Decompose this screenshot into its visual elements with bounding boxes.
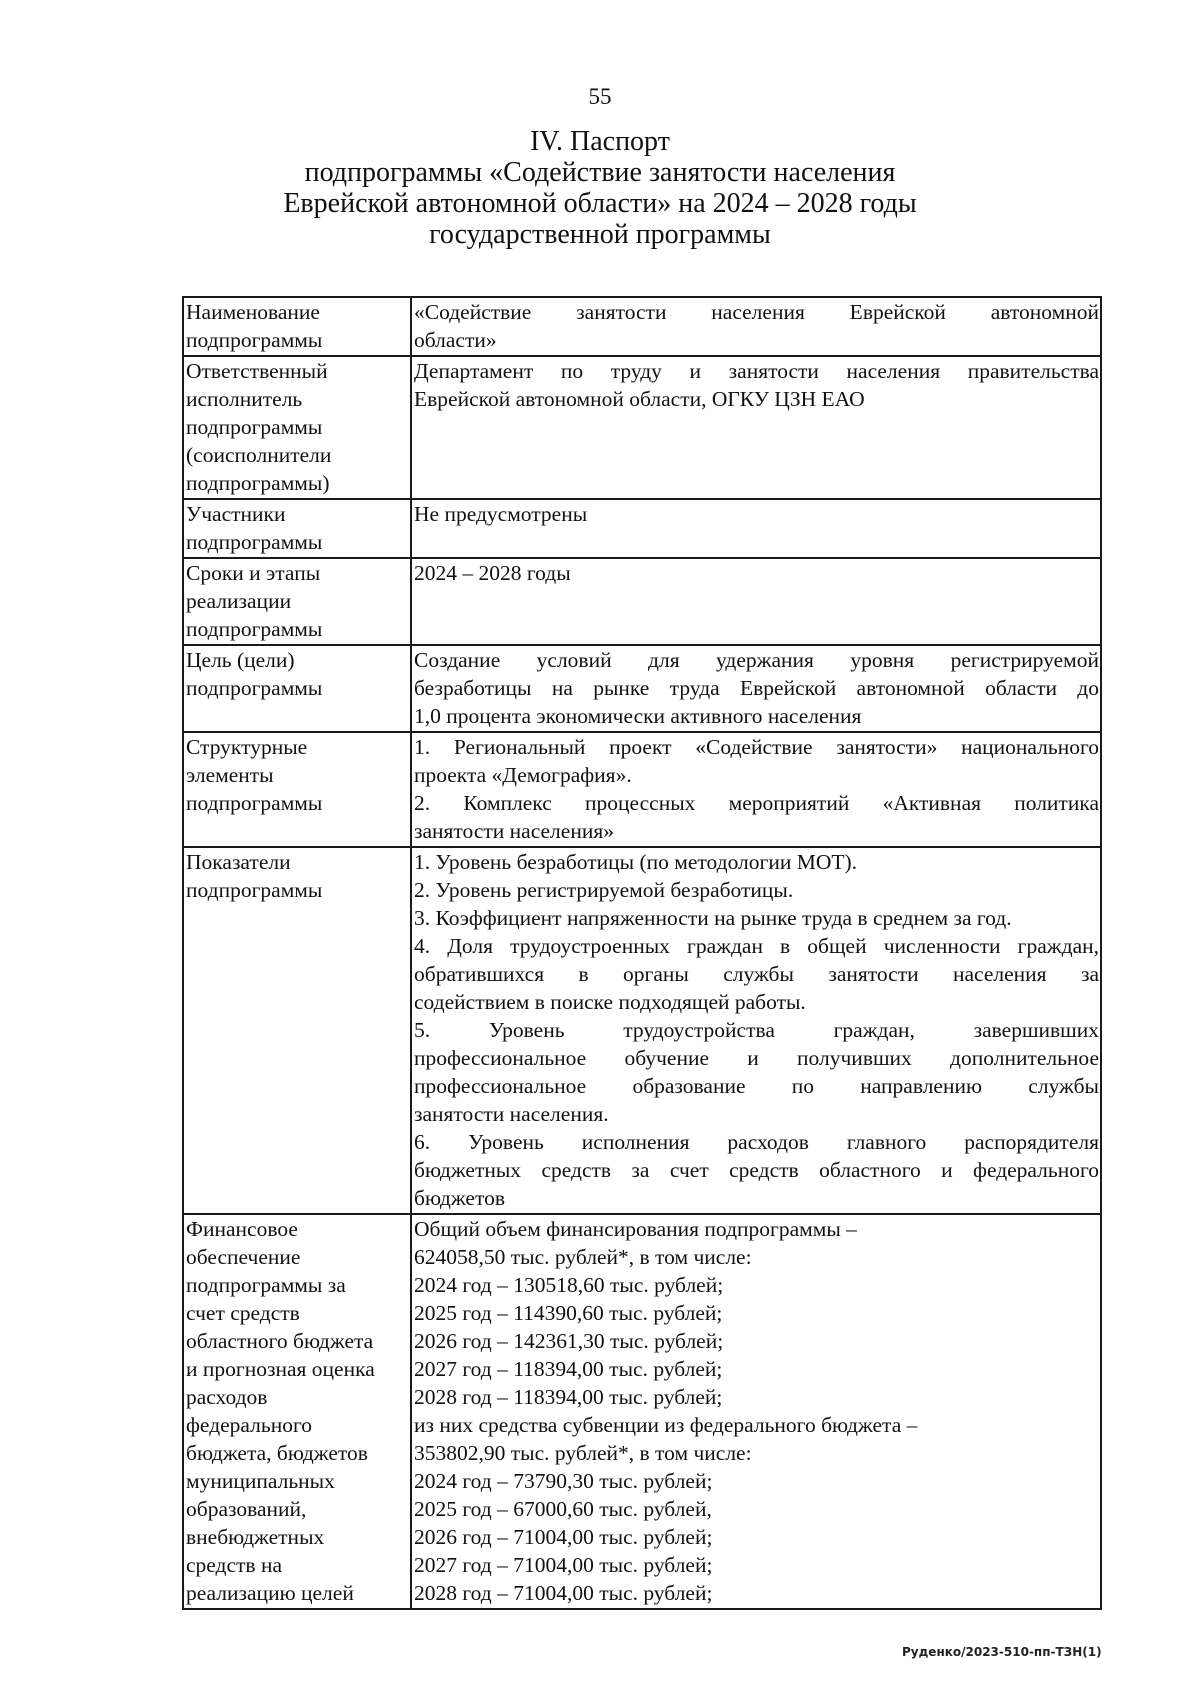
label-text-line: расходов <box>186 1385 268 1409</box>
label-text-line: подпрограммы <box>186 791 323 815</box>
value-text-line: Не предусмотрены <box>414 502 588 526</box>
row-label-cell <box>183 645 411 732</box>
table-row <box>183 297 1101 356</box>
label-text-line: Структурные <box>186 735 308 759</box>
label-text-line: (соисполнители <box>186 443 332 467</box>
value-text-line: Департамент по труду и занятости населения правительства <box>414 359 1099 383</box>
value-text-line: 2028 год – 71004,00 тыс. рублей; <box>414 1581 713 1605</box>
heading-line: IV. Паспорт <box>530 126 670 157</box>
row-label-cell <box>183 499 411 558</box>
table-row <box>183 732 1101 847</box>
row-value-cell <box>411 558 1101 645</box>
value-text-line: 2027 год – 71004,00 тыс. рублей; <box>414 1553 713 1577</box>
label-text-line: подпрограммы <box>186 328 323 352</box>
value-text-line: 2025 год – 67000,60 тыс. рублей, <box>414 1497 712 1521</box>
value-text-line: 1. Региональный проект «Содействие занятости» национального <box>414 735 1099 759</box>
label-text-line: внебюджетных <box>186 1525 325 1549</box>
value-text-line: 2025 год – 114390,60 тыс. рублей; <box>414 1301 723 1325</box>
value-text-line: 5. Уровень трудоустройства граждан, завершивших <box>414 1018 1099 1042</box>
page-number: 55 <box>588 84 612 109</box>
label-text-line: счет средств <box>186 1301 300 1325</box>
row-value-cell <box>411 356 1101 499</box>
row-value-cell <box>411 297 1101 356</box>
value-text-line: профессиональное обучение и получивших дополнительное <box>414 1046 1099 1070</box>
value-text-line: 2. Уровень регистрируемой безработицы. <box>414 878 794 902</box>
row-label-cell <box>183 847 411 1214</box>
label-text-line: реализации <box>186 589 292 613</box>
row-value-cell <box>411 847 1101 1214</box>
value-text-line: бюджетных средств за счет средств областного и федерального <box>414 1158 1099 1182</box>
row-value-cell <box>411 1214 1101 1609</box>
value-text-line: 2027 год – 118394,00 тыс. рублей; <box>414 1357 723 1381</box>
value-text-line: 2. Комплекс процессных мероприятий «Активная политика <box>414 791 1099 815</box>
table-row <box>183 1214 1101 1609</box>
label-text-line: средств на <box>186 1553 283 1577</box>
label-text-line: реализацию целей <box>186 1581 354 1605</box>
value-text-line: 2026 год – 142361,30 тыс. рублей; <box>414 1329 724 1353</box>
label-text-line: подпрограммы) <box>186 471 330 495</box>
label-text-line: подпрограммы <box>186 530 323 554</box>
value-text-line: 1. Уровень безработицы (по методологии МОТ). <box>414 850 858 874</box>
heading-line: Еврейской автономной области» на 2024 – 2028 годы <box>283 188 917 219</box>
label-text-line: элементы <box>186 763 274 787</box>
heading-line: подпрограммы «Содействие занятости населения <box>304 157 896 188</box>
row-label-cell <box>183 356 411 499</box>
value-text-line: бюджетов <box>414 1186 505 1210</box>
value-text-line: обратившихся в органы службы занятости населения за <box>414 962 1099 986</box>
row-label-cell <box>183 558 411 645</box>
value-text-line: занятости населения. <box>414 1102 609 1126</box>
section-heading <box>0 126 1200 250</box>
value-text-line: 2028 год – 118394,00 тыс. рублей; <box>414 1385 723 1409</box>
value-text-line: Общий объем финансирования подпрограммы – <box>414 1217 857 1241</box>
label-text-line: подпрограммы <box>186 617 323 641</box>
table-row <box>183 499 1101 558</box>
value-text-line: профессиональное образование по направлению службы <box>414 1074 1099 1098</box>
label-text-line: подпрограммы <box>186 878 323 902</box>
label-text-line: Показатели <box>186 850 291 874</box>
value-text-line: 2026 год – 71004,00 тыс. рублей; <box>414 1525 713 1549</box>
label-text-line: Участники <box>186 502 286 526</box>
value-text-line: области» <box>414 328 497 352</box>
value-text-line: 1,0 процента экономически активного населения <box>414 704 862 728</box>
label-text-line: Цель (цели) <box>186 648 295 672</box>
label-text-line: Ответственный <box>186 359 328 383</box>
label-text-line: и прогнозная оценка <box>186 1357 375 1381</box>
value-text-line: 624058,50 тыс. рублей*, в том числе: <box>414 1245 752 1269</box>
table-row <box>183 558 1101 645</box>
passport-table <box>182 296 1102 1610</box>
value-text-line: Еврейской автономной области, ОГКУ ЦЗН ЕАО <box>414 387 865 411</box>
value-text-line: 2024 год – 130518,60 тыс. рублей; <box>414 1273 724 1297</box>
value-text-line: Создание условий для удержания уровня регистрируемой <box>414 648 1099 672</box>
value-text-line: занятости населения» <box>414 819 614 843</box>
value-text-line: проекта «Демография». <box>414 763 632 787</box>
heading-line: государственной программы <box>429 219 771 250</box>
row-label-cell <box>183 732 411 847</box>
value-text-line: «Содействие занятости населения Еврейской автономной <box>414 300 1099 324</box>
label-text-line: подпрограммы <box>186 676 323 700</box>
label-text-line: бюджета, бюджетов <box>186 1441 368 1465</box>
label-text-line: образований, <box>186 1497 307 1521</box>
label-text-line: исполнитель <box>186 387 303 411</box>
value-text-line: 6. Уровень исполнения расходов главного распорядителя <box>414 1130 1099 1154</box>
table-row <box>183 645 1101 732</box>
row-value-cell <box>411 645 1101 732</box>
value-text-line: из них средства субвенции из федерального бюджета – <box>414 1413 918 1437</box>
label-text-line: федерального <box>186 1413 312 1437</box>
row-label-cell <box>183 297 411 356</box>
label-text-line: Финансовое <box>186 1217 298 1241</box>
label-text-line: подпрограммы <box>186 415 323 439</box>
value-text-line: безработицы на рынке труда Еврейской автономной области до <box>414 676 1099 700</box>
value-text-line: 4. Доля трудоустроенных граждан в общей численности граждан, <box>414 934 1099 958</box>
row-label-cell <box>183 1214 411 1609</box>
document-code: Руденко/2023-510-пп-ТЗН(1) <box>902 1645 1102 1659</box>
table-row <box>183 356 1101 499</box>
value-text-line: 3. Коэффициент напряженности на рынке труда в среднем за год. <box>414 906 1012 930</box>
label-text-line: Наименование <box>186 300 320 324</box>
row-value-cell <box>411 732 1101 847</box>
table-row <box>183 847 1101 1214</box>
label-text-line: подпрограммы за <box>186 1273 346 1297</box>
value-text-line: 2024 год – 73790,30 тыс. рублей; <box>414 1469 713 1493</box>
label-text-line: муниципальных <box>186 1469 335 1493</box>
row-value-cell <box>411 499 1101 558</box>
label-text-line: обеспечение <box>186 1245 301 1269</box>
label-text-line: Сроки и этапы <box>186 561 321 585</box>
value-text-line: 353802,90 тыс. рублей*, в том числе: <box>414 1441 752 1465</box>
value-text-line: 2024 – 2028 годы <box>414 561 571 585</box>
value-text-line: содействием в поиске подходящей работы. <box>414 990 806 1014</box>
label-text-line: областного бюджета <box>186 1329 374 1353</box>
